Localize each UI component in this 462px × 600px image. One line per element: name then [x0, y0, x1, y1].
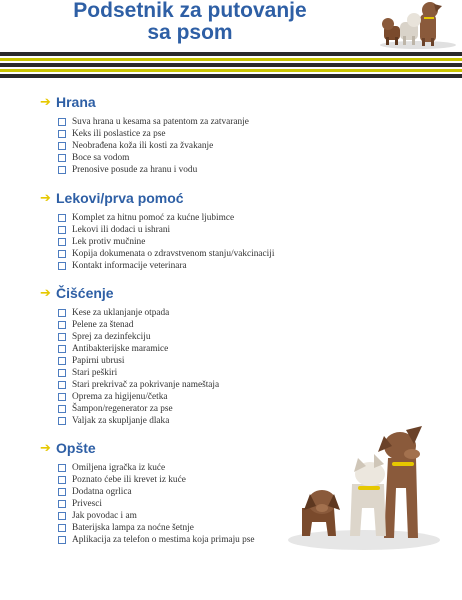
checklist-item[interactable]: Poznato ćebe ili krevet iz kuće — [58, 474, 360, 486]
checklist-item[interactable]: Boce sa vodom — [58, 152, 360, 164]
checkbox-icon[interactable] — [58, 309, 66, 317]
section-food — [40, 92, 360, 176]
checklist-item[interactable]: Dodatna ogrlica — [58, 486, 360, 498]
dogs-illustration-bottom — [288, 418, 448, 552]
section-header — [40, 283, 360, 303]
dogs-illustration-top — [376, 0, 456, 50]
checklist-item[interactable]: Aplikacija za telefon o mestima koja primaju pse — [58, 534, 360, 546]
page-title — [40, 0, 340, 44]
checkbox-icon[interactable] — [58, 524, 66, 532]
checklist-item[interactable]: Jak povodac i am — [58, 510, 360, 522]
section-header — [40, 92, 360, 112]
page-title-line1: Podsetnik za putovanje — [73, 0, 307, 22]
arrow-right-icon: ➔ — [40, 94, 51, 110]
arrow-right-icon: ➔ — [40, 285, 51, 301]
checkbox-icon[interactable] — [58, 381, 66, 389]
checklist-item[interactable]: Keks ili poslastice za pse — [58, 128, 360, 140]
checklist-item[interactable]: Privesci — [58, 498, 360, 510]
checkbox-icon[interactable] — [58, 214, 66, 222]
arrow-right-icon: ➔ — [40, 190, 51, 206]
checklist-item[interactable]: Antibakterijske maramice — [58, 343, 360, 355]
checklist-item[interactable]: Lek protiv mučnine — [58, 236, 360, 248]
checklist-item[interactable]: Sprej za dezinfekciju — [58, 331, 360, 343]
section-header — [40, 188, 360, 208]
checklist-item[interactable]: Oprema za higijenu/četka — [58, 391, 360, 403]
checklist-item[interactable]: Neobrađena koža ili kosti za žvakanje — [58, 140, 360, 152]
checkbox-icon[interactable] — [58, 464, 66, 472]
checkbox-icon[interactable] — [58, 536, 66, 544]
checkbox-icon[interactable] — [58, 500, 66, 508]
checklist-item[interactable]: Šampon/regenerator za pse — [58, 403, 360, 415]
checklist-item[interactable]: Valjak za skupljanje dlaka — [58, 415, 360, 427]
checklist-item[interactable]: Pelene za štenad — [58, 319, 360, 331]
section-title: Lekovi/prva pomoć — [56, 190, 184, 206]
checklist-item[interactable]: Lekovi ili dodaci u ishrani — [58, 224, 360, 236]
page-title-line2: sa psom — [147, 21, 233, 44]
checkbox-icon[interactable] — [58, 405, 66, 413]
checkbox-icon[interactable] — [58, 238, 66, 246]
checkbox-icon[interactable] — [58, 262, 66, 270]
section-title: Opšte — [56, 440, 96, 456]
checklist-item[interactable]: Kopija dokumenata o zdravstvenom stanju/vakcinaciji — [58, 248, 360, 260]
checklist-item[interactable]: Suva hrana u kesama sa patentom za zatvaranje — [58, 116, 360, 128]
checkbox-icon[interactable] — [58, 226, 66, 234]
checkbox-icon[interactable] — [58, 476, 66, 484]
section-cleaning — [40, 283, 360, 427]
checkbox-icon[interactable] — [58, 417, 66, 425]
checkbox-icon[interactable] — [58, 154, 66, 162]
checkbox-icon[interactable] — [58, 321, 66, 329]
header-stripes — [0, 52, 462, 78]
section-title: Hrana — [56, 94, 96, 110]
checkbox-icon[interactable] — [58, 357, 66, 365]
checklist-item[interactable]: Stari prekrivač za pokrivanje nameštaja — [58, 379, 360, 391]
checkbox-icon[interactable] — [58, 130, 66, 138]
checklist-item[interactable]: Kontakt informacije veterinara — [58, 260, 360, 272]
checkbox-icon[interactable] — [58, 393, 66, 401]
section-medicine — [40, 188, 360, 272]
checklist-item[interactable]: Baterijska lampa za noćne šetnje — [58, 522, 360, 534]
checklist-item[interactable]: Papirni ubrusi — [58, 355, 360, 367]
checkbox-icon[interactable] — [58, 250, 66, 258]
checkbox-icon[interactable] — [58, 369, 66, 377]
checkbox-icon[interactable] — [58, 142, 66, 150]
checkbox-icon[interactable] — [58, 118, 66, 126]
checkbox-icon[interactable] — [58, 512, 66, 520]
checklist-item[interactable]: Omiljena igračka iz kuće — [58, 462, 360, 474]
checkbox-icon[interactable] — [58, 166, 66, 174]
checklist-item[interactable]: Stari peškiri — [58, 367, 360, 379]
arrow-right-icon: ➔ — [40, 440, 51, 456]
checklist-item[interactable]: Komplet za hitnu pomoć za kućne ljubimce — [58, 212, 360, 224]
checklist-item[interactable]: Kese za uklanjanje otpada — [58, 307, 360, 319]
checkbox-icon[interactable] — [58, 488, 66, 496]
section-title: Čišćenje — [56, 285, 114, 301]
checklist-item[interactable]: Prenosive posude za hranu i vodu — [58, 164, 360, 176]
checkbox-icon[interactable] — [58, 345, 66, 353]
checkbox-icon[interactable] — [58, 333, 66, 341]
